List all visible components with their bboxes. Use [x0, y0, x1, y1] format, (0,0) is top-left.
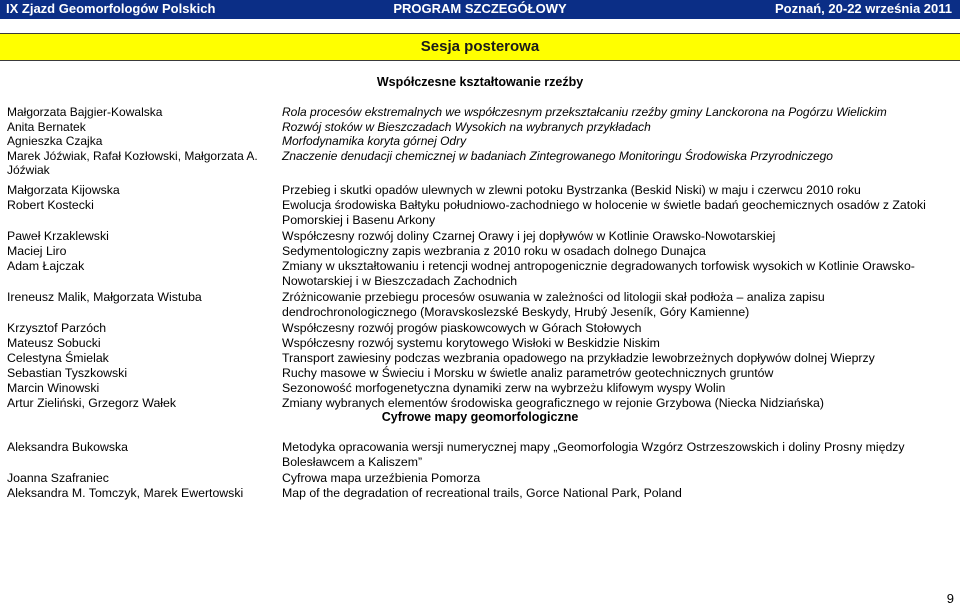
author: Aleksandra Bukowska [7, 440, 128, 454]
list-item [0, 396, 960, 411]
author: Artur Zieliński, Grzegorz Wałek [7, 395, 177, 410]
list-item [0, 471, 960, 486]
header-center: PROGRAM SZCZEGÓŁOWY [393, 1, 567, 16]
poster-title: Map of the degradation of recreational trails, Gorce National Park, Poland [282, 486, 682, 500]
poster-title: Cyfrowa mapa urzeźbienia Pomorza [282, 471, 481, 485]
author: Ireneusz Malik, Małgorzata Wistuba [7, 289, 202, 304]
author: Sebastian Tyszkowski [7, 365, 128, 380]
poster-title: Transport zawiesiny podczas wezbrania opadowego na przykładzie lewobrzeżnych dopływów dolnej Wieprzy [282, 350, 875, 365]
poster-title: Ewolucja środowiska Bałtyku południowo-zachodniego w holocenie w świetle badań geochemicznych osadów z Zatoki Pomorskiej i Basenu Arkony [282, 197, 926, 227]
poster-title: Zmiany wybranych elementów środowiska geograficznego w rejonie Grzybowa (Niecka Nidziańska) [282, 395, 824, 410]
author: Maciej Liro [7, 243, 67, 258]
author: Paweł Krzaklewski [7, 228, 109, 243]
author: Aleksandra M. Tomczyk, Marek Ewertowski [7, 486, 244, 500]
session-banner [0, 33, 960, 61]
poster-title: Morfodynamika koryta górnej Odry [282, 134, 467, 148]
poster-title: Metodyka opracowania wersji numerycznej mapy „Geomorfologia Wzgórz Ostrzeszowskich i doliny Prosny między Bolesławcem a Kaliszem” [282, 440, 905, 469]
list-item [0, 198, 960, 228]
author: Marcin Winowski [7, 380, 100, 395]
list-item [0, 336, 960, 351]
poster-title: Znaczenie denudacji chemicznej w badaniach Zintegrowanego Monitoringu Środowiska Przyrodniczego [282, 148, 833, 163]
poster-title: Sedymentologiczny zapis wezbrania z 2010 roku w osadach dolnego Dunajca [282, 243, 706, 258]
list-item [0, 366, 960, 381]
header-bar [0, 0, 960, 19]
list-item [0, 290, 960, 320]
list-item [0, 381, 960, 396]
poster-title: Rozwój stoków w Bieszczadach Wysokich na wybranych przykładach [282, 119, 651, 134]
list-item [0, 229, 960, 244]
list-item [0, 120, 960, 135]
poster-title: Przebieg i skutki opadów ulewnych w zlewni potoku Bystrzanka (Beskid Niski) w maju i czerwcu 2010 roku [282, 182, 861, 197]
author: Małgorzata Bajgier-Kowalska [7, 105, 163, 119]
list-item [0, 440, 960, 470]
list-item [0, 134, 960, 149]
section-title-1: Współczesne kształtowanie rzeźby [376, 75, 584, 89]
section-1-list [0, 105, 960, 411]
author: Mateusz Sobucki [7, 335, 101, 350]
list-item [0, 183, 960, 198]
header-left: IX Zjazd Geomorfologów Polskich [6, 1, 216, 16]
list-item [0, 321, 960, 336]
session-title: Sesja posterowa [420, 38, 540, 55]
author: Krzysztof Parzóch [7, 320, 107, 335]
poster-title: Zmiany w ukształtowaniu i retencji wodnej antropogenicznie degradowanych torfowisk wysokich w Kotlinie Orawsko-Nowotarskiej i w Bieszczadach Zachodnich [282, 258, 915, 288]
list-item [0, 149, 960, 178]
author: Małgorzata Kijowska [7, 182, 120, 197]
list-item [0, 351, 960, 366]
list-item [0, 486, 960, 501]
author: Robert Kostecki [7, 197, 94, 212]
section-2-list [0, 440, 960, 501]
poster-title: Współczesny rozwój doliny Czarnej Orawy i jej dopływów w Kotlinie Orawsko-Nowotarskiej [282, 228, 776, 243]
author: Joanna Szafraniec [7, 471, 109, 485]
poster-title: Współczesny rozwój systemu korytowego Wisłoki w Beskidzie Niskim [282, 335, 660, 350]
poster-title: Ruchy masowe w Świeciu i Morsku w świetle analiz parametrów geotechnicznych gruntów [282, 365, 774, 380]
author: Adam Łajczak [7, 258, 85, 273]
poster-title: Rola procesów ekstremalnych we współczesnym przekształcaniu rzeźby gminy Lanckorona na Pogórzu Wielickim [282, 105, 887, 119]
section-title-2: Cyfrowe mapy geomorfologiczne [381, 410, 579, 424]
author: Anita Bernatek [7, 119, 86, 134]
poster-title: Zróżnicowanie przebiegu procesów osuwania w zależności od litologii skał podłoża – analiza zapisu dendrochronologicznego (Moravskoslezské Beskydy, Hrubý Jeseník, Góry Kamienne) [282, 289, 825, 319]
author: Marek Jóźwiak, Rafał Kozłowski, Małgorzata A. Jóźwiak [7, 148, 258, 177]
list-item [0, 105, 960, 120]
author: Agnieszka Czajka [7, 134, 103, 148]
list-item [0, 244, 960, 259]
header-right: Poznań, 20-22 września 2011 [774, 1, 952, 16]
poster-title: Sezonowość morfogenetyczna dynamiki zerw na wybrzeżu klifowym wyspy Wolin [282, 380, 726, 395]
page-number: 9 [946, 591, 954, 606]
author: Celestyna Śmielak [7, 350, 109, 365]
poster-title: Współczesny rozwój progów piaskowcowych w Górach Stołowych [282, 320, 642, 335]
list-item [0, 259, 960, 289]
